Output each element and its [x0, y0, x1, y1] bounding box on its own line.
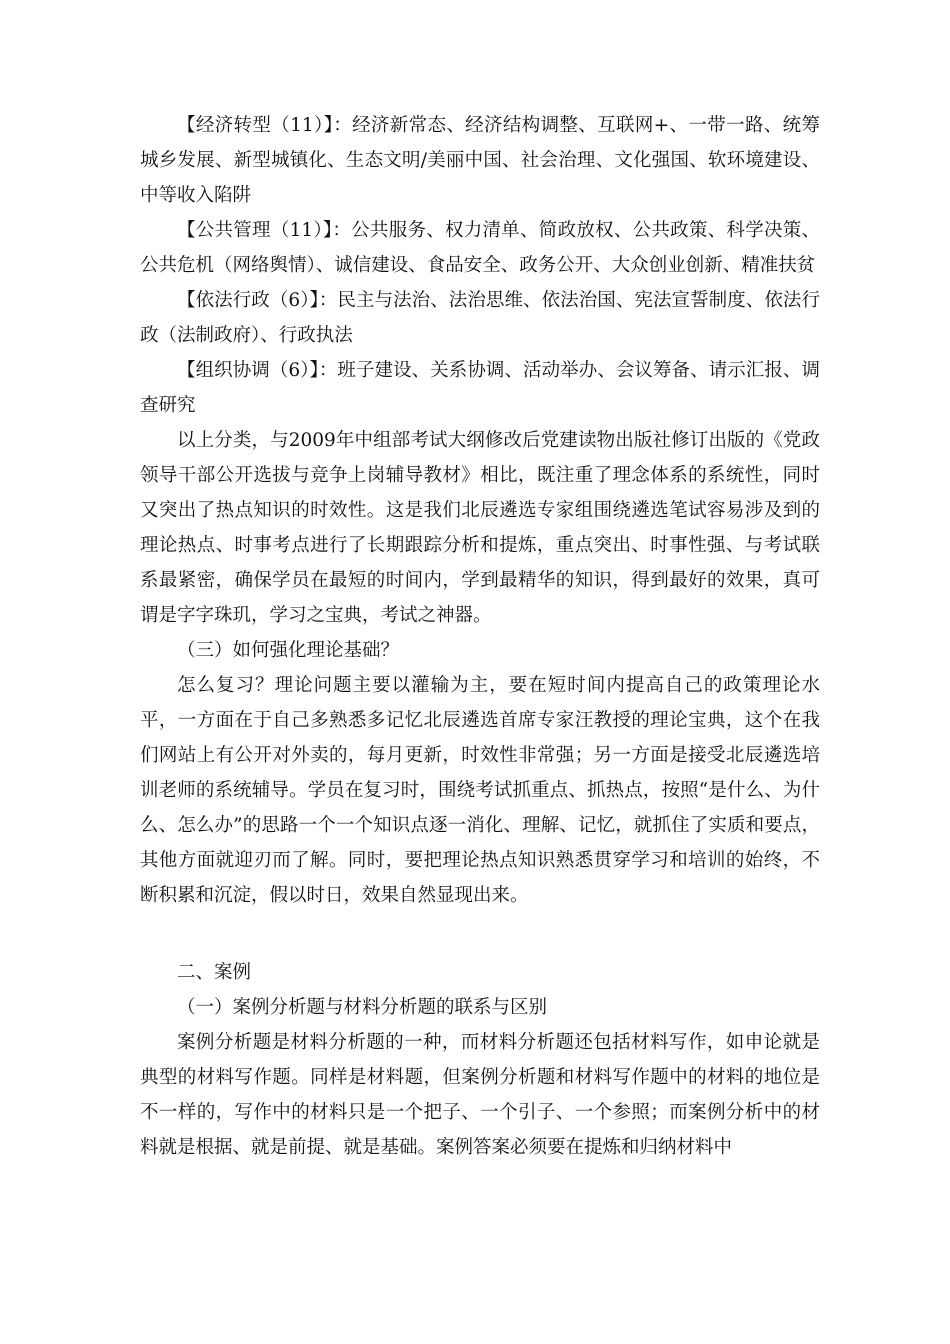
case-analysis-text: 案例分析题是材料分析题的一种，而材料分析题还包括材料写作，如申论就是典型的材料写作题。同样是材料题，但案例分析题和材料写作题中的材料的地位是不一样的，写作中的材料只是一个把子、一个引子、一个参照；而案例分析中的材料就是根据、就是前提、就是基础。案例答案必须要在提炼和归纳材料中 [140, 1032, 820, 1158]
paragraph-organization-coordination [140, 353, 820, 423]
category-organization-coordination: 【组织协调（6）】： [177, 360, 338, 381]
category-rule-of-law: 【依法行政（6）】： [177, 290, 338, 311]
sub-heading-case-vs-material: （一）案例分析题与材料分析题的联系与区别 [177, 997, 548, 1018]
paragraph-public-management [140, 213, 820, 283]
paragraph-economic-transformation [140, 108, 820, 213]
category-public-management-topics: 公共服务、权力清单、简政放权、公共政策、科学决策、公共危机（网络舆情）、诚信建设、食品安全、政务公开、大众创业创新、精准扶贫 [140, 220, 820, 276]
category-public-management: 【公共管理（11）】： [177, 220, 352, 241]
category-organization-coordination-topics: 班子建设、关系协调、活动举办、会议筹备、请示汇报、调查研究 [140, 360, 820, 416]
document-page [140, 108, 820, 1165]
category-economic-transformation: 【经济转型（11）】： [177, 115, 353, 136]
paragraph-rule-of-law [140, 283, 820, 353]
summary-paragraph: 以上分类，与2009年中组部考试大纲修改后党建读物出版社修订出版的《党政领导干部公开选拔与竞争上岗辅导教材》相比，既注重了理念体系的系统性，同时又突出了热点知识的时效性。这是我们北辰遴选专家组围绕遴选笔试容易涉及到的理论热点、时事考点进行了长期跟踪分析和提炼，重点突出、时事性强、与考试联系最紧密，确保学员在最短的时间内，学到最精华的知识，得到最好的效果，真可谓是字字珠玑，学习之宝典，考试之神器。 [140, 430, 820, 626]
category-rule-of-law-topics: 民主与法治、法治思维、依法治国、宪法宣誓制度、依法行政（法制政府）、行政执法 [140, 290, 820, 346]
blank-line [140, 913, 820, 955]
category-economic-transformation-topics: 经济新常态、经济结构调整、互联网+、一带一路、统筹城乡发展、新型城镇化、生态文明/美丽中国、社会治理、文化强国、软环境建设、中等收入陷阱 [140, 115, 820, 206]
part-heading-cases: 二、案例 [177, 962, 252, 983]
section-strengthen-theory-text: 怎么复习？理论问题主要以灌输为主，要在短时间内提高自己的政策理论水平，一方面在于自己多熟悉多记忆北辰遴选首席专家汪教授的理论宝典，这个在我们网站上有公开对外卖的，每月更新，时效性非常强；另一方面是接受北辰遴选培训老师的系统辅导。学员在复习时，围绕考试抓重点、抓热点，按照“是什么、为什么、怎么办”的思路一个一个知识点逐一消化、理解、记忆，就抓住了实质和要点，其他方面就迎刃而了解。同时，要把理论热点知识熟悉贯穿学习和培训的始终，不断积累和沉淀，假以时日，效果自然显现出来。 [140, 675, 820, 906]
section-heading-strengthen-theory: （三）如何强化理论基础？ [177, 640, 400, 661]
